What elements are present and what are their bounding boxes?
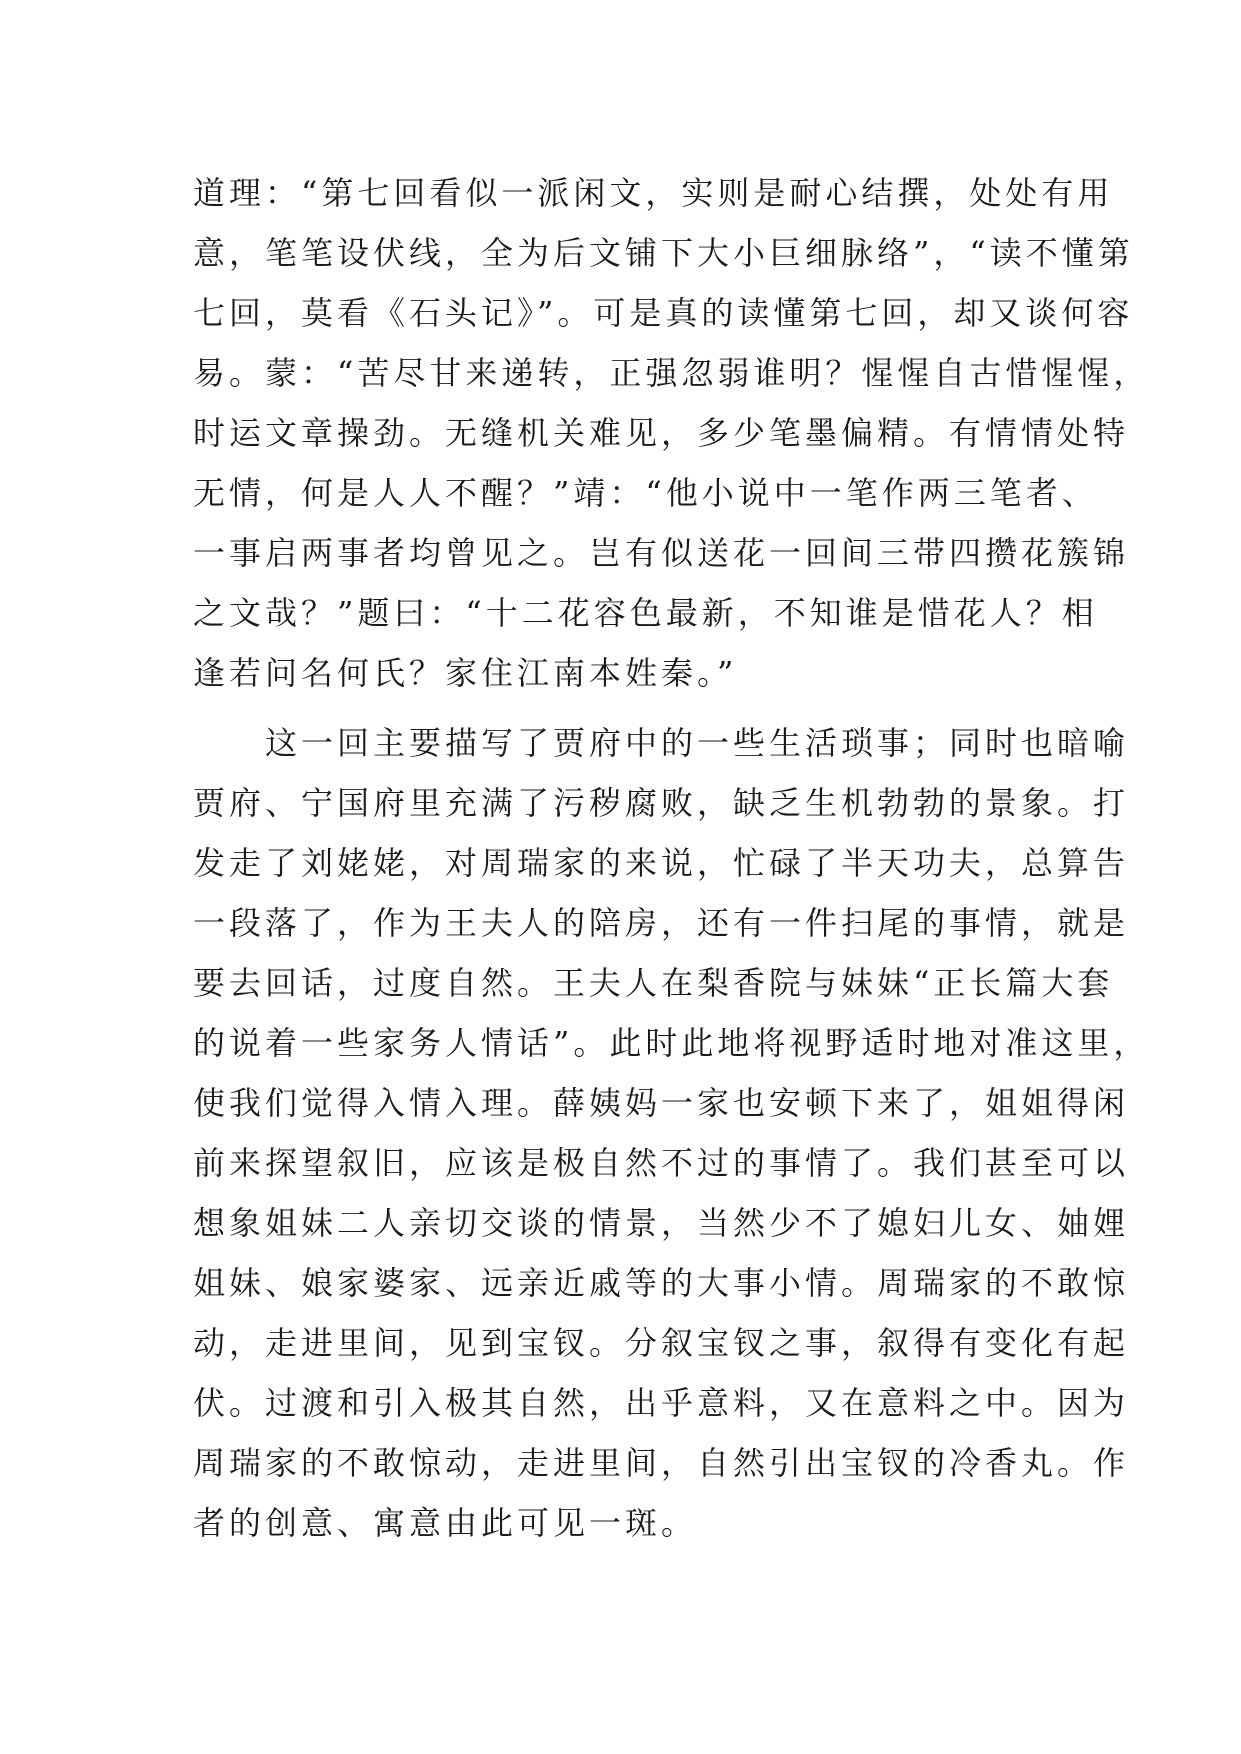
text-line: 易。蒙：“苦尽甘来递转，正强忽弱谁明？惺惺自古惜惺惺，: [193, 354, 1150, 392]
text-line: 周瑞家的不敢惊动，走进里间，自然引出宝钗的冷香丸。作: [193, 1444, 1130, 1482]
text-line: 动，走进里间，见到宝钗。分叙宝钗之事，叙得有变化有起: [193, 1324, 1130, 1362]
text-line: 发走了刘姥姥，对周瑞家的来说，忙碌了半天功夫，总算告: [193, 844, 1130, 882]
text-line: 一事启两事者均曾见之。岂有似送花一回间三带四攒花簇锦: [193, 534, 1130, 572]
text-line: 无情，何是人人不醒？”靖：“他小说中一笔作两三笔者、: [193, 474, 1098, 512]
text-line: 一段落了，作为王夫人的陪房，还有一件扫尾的事情，就是: [193, 904, 1130, 942]
text-line: 伏。过渡和引入极其自然，出乎意料，又在意料之中。因为: [193, 1384, 1130, 1422]
text-line: 要去回话，过度自然。王夫人在梨香院与妹妹“正长篇大套: [193, 964, 1114, 1002]
text-line: 贾府、宁国府里充满了污秽腐败，缺乏生机勃勃的景象。打: [193, 784, 1130, 822]
text-line: 想象姐妹二人亲切交谈的情景，当然少不了媳妇儿女、妯娌: [193, 1204, 1130, 1242]
text-line: 前来探望叙旧，应该是极自然不过的事情了。我们甚至可以: [193, 1144, 1130, 1182]
text-line: 道理：“第七回看似一派闲文，实则是耐心结撰，处处有用: [193, 174, 1114, 212]
text-line: 这一回主要描写了贾府中的一些生活琐事；同时也暗喻: [193, 724, 1130, 762]
paragraph-2: [193, 713, 1150, 1553]
text-line: 的说着一些家务人情话”。此时此地将视野适时地对准这里，: [193, 1024, 1150, 1062]
text-line: 使我们觉得入情入理。薛姨妈一家也安顿下来了，姐姐得闲: [193, 1084, 1130, 1122]
paragraph-1: [193, 163, 1150, 703]
text-line: 者的创意、寓意由此可见一斑。: [193, 1504, 698, 1542]
body-text: [193, 163, 1150, 1553]
text-line: 姐妹、娘家婆家、远亲近戚等的大事小情。周瑞家的不敢惊: [193, 1264, 1130, 1302]
text-line: 之文哉？”题曰：“十二花容色最新，不知谁是惜花人？相: [193, 594, 1098, 632]
text-line: 意，笔笔设伏线，全为后文铺下大小巨细脉络”，“读不懂第: [193, 234, 1134, 272]
text-line: 逢若问名何氏？家住江南本姓秦。”: [193, 654, 738, 692]
paragraph-gap: [193, 703, 1073, 713]
text-line: 七回，莫看《石头记》”。可是真的读懂第七回，却又谈何容: [193, 294, 1134, 332]
text-line: 时运文章操劲。无缝机关难见，多少笔墨偏精。有情情处特: [193, 414, 1130, 452]
